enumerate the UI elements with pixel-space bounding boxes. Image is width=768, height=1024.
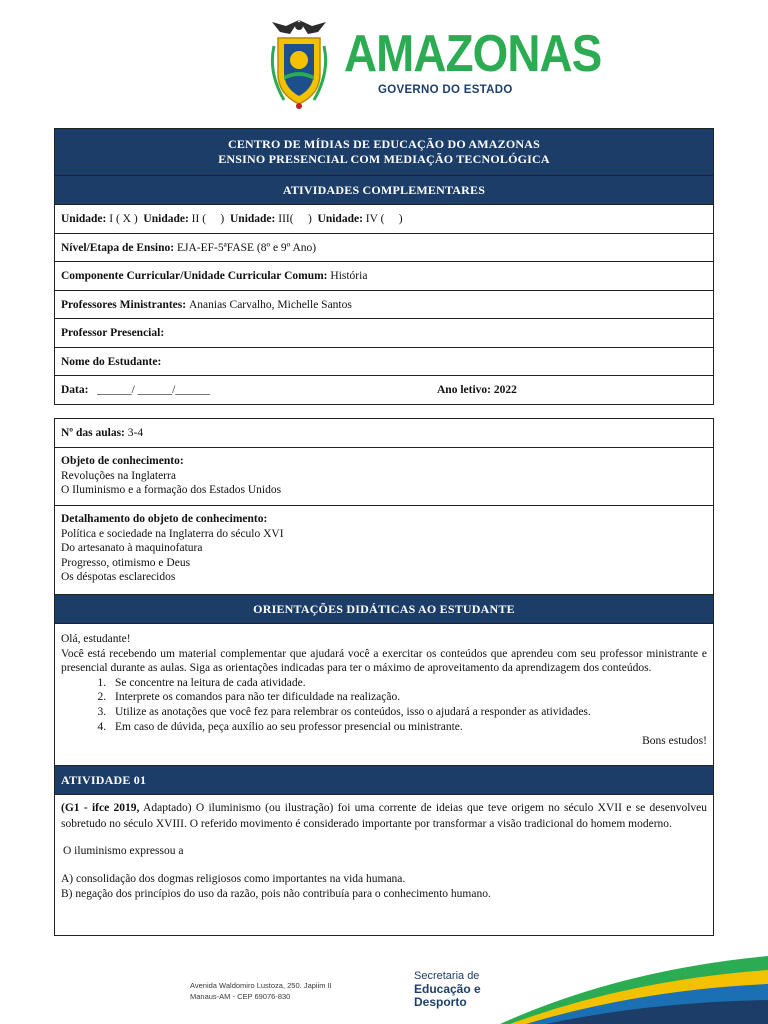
nivel-value: EJA-EF-5ªFASE (8º e 9º Ano) (176, 241, 317, 254)
data-field[interactable]: ______/ ______/______ (97, 384, 210, 396)
atividade-block (55, 795, 713, 935)
professores-label: Professores Ministrantes: (61, 298, 187, 311)
detalhamento-line: Progresso, otimismo e Deus (61, 556, 191, 569)
address-line-1: Avenida Waldomiro Lustoza, 250. Japiim II (190, 981, 332, 990)
amazonas-state-crest-icon (268, 16, 330, 110)
address-line-2: Manaus-AM - CEP 69076-830 (190, 992, 291, 1001)
units-row (55, 205, 713, 234)
atividade-statement-text: O iluminismo (ou ilustração) foi uma corrente de ideias que teve origem no século XVII e se desenvolveu sobretudo no século XVIII. O referido movimento é considerado importante por transformar a visão tradicional do homem moderno. (61, 802, 707, 830)
brand-name: AMAZONAS (344, 25, 602, 83)
section-header (55, 176, 713, 205)
data-row (55, 376, 713, 404)
detalhamento-block (55, 506, 713, 595)
orientacoes-list (61, 676, 707, 734)
atividade-header (55, 766, 713, 795)
section-title: ATIVIDADES COMPLEMENTARES (282, 182, 486, 197)
content-box (54, 418, 714, 936)
unit-4-label: Unidade: (317, 213, 363, 225)
ano-letivo-value: 2022 (493, 384, 517, 396)
detalhamento-line: Do artesanato à maquinofatura (61, 542, 203, 555)
aulas-value: 3-4 (127, 427, 144, 439)
componente-value: História (330, 270, 368, 282)
data-label: Data: (61, 384, 89, 396)
list-item: 3. Utilize as anotações que você fez para relembrar os conteúdos, isso o ajudará a responder as atividades. (109, 705, 707, 720)
list-item: 2. Interprete os comandos para não ter dificuldade na realização. (109, 690, 707, 705)
ano-letivo-label: Ano letivo: (437, 384, 491, 396)
unit-2-value[interactable]: II ( ) (191, 213, 225, 225)
componente-row (55, 262, 713, 291)
unit-1-value[interactable]: I ( X ) (109, 213, 138, 225)
secretaria-line-2: Educação e (414, 982, 481, 996)
secretaria-line-3: Desporto (414, 995, 467, 1009)
unit-4-value[interactable]: IV ( ) (365, 213, 403, 225)
detalhamento-line: Política e sociedade na Inglaterra do século XVI (61, 527, 284, 540)
objeto-line: Revoluções na Inglaterra (61, 469, 176, 482)
orientacoes-block (55, 624, 713, 766)
secretaria-line-1: Secretaria de (414, 970, 480, 982)
unit-1-label: Unidade: (61, 213, 107, 225)
atividade-title: ATIVIDADE 01 (61, 772, 147, 787)
identification-box (54, 128, 714, 405)
nivel-row (55, 234, 713, 262)
professores-value: Ananias Carvalho, Michelle Santos (188, 298, 352, 311)
unit-3-label: Unidade: (230, 213, 276, 225)
institution-line-1: CENTRO DE MÍDIAS DE EDUCAÇÃO DO AMAZONAS (227, 137, 541, 151)
header-logo-area (0, 0, 768, 118)
list-item: 4. Em caso de dúvida, peça auxílio ao seu professor presencial ou ministrante. (109, 720, 707, 735)
nome-estudante-label: Nome do Estudante: (61, 355, 162, 368)
orientacoes-paragraph: Você está recebendo um material complementar que ajudará você a exercitar os conteúdos que aprendeu com seu professor ministrante e presencial durante as aulas. Siga as orientações indicadas para ter o máximo de aproveitamento da aprendizagem dos conteúdos. (61, 647, 707, 675)
footer-waves-icon (500, 950, 768, 1024)
option-b[interactable]: B) negação dos princípios do uso da razão, pois não contribuía para o conhecimento humano. (61, 888, 491, 900)
orientacoes-header (55, 595, 713, 624)
componente-label: Componente Curricular/Unidade Curricular Comum: (61, 270, 328, 282)
atividade-statement (61, 801, 707, 832)
objeto-block (55, 448, 713, 506)
list-item: 1. Se concentre na leitura de cada atividade. (109, 676, 707, 691)
detalhamento-label: Detalhamento do objeto de conhecimento: (61, 513, 268, 525)
orientacoes-title: ORIENTAÇÕES DIDÁTICAS AO ESTUDANTE (253, 601, 515, 616)
brand-subtitle: GOVERNO DO ESTADO (378, 84, 513, 96)
atividade-question: O iluminismo expressou a (63, 845, 184, 857)
greeting: Olá, estudante! (61, 633, 131, 645)
institution-line-2: ENSINO PRESENCIAL COM MEDIAÇÃO TECNOLÓGICA (218, 152, 550, 166)
objeto-line: O Iluminismo e a formação dos Estados Unidos (61, 484, 282, 497)
nome-estudante-row[interactable] (55, 348, 713, 376)
aulas-label: Nº das aulas: (61, 427, 125, 439)
atividade-source: (G1 - ifce 2019, (61, 802, 140, 814)
objeto-label: Objeto de conhecimento: (61, 455, 184, 467)
unit-3-value[interactable]: III( ) (278, 213, 312, 225)
aulas-row (55, 419, 713, 448)
footer-address (190, 980, 332, 1002)
unit-2-label: Unidade: (143, 213, 189, 225)
option-a[interactable]: A) consolidação dos dogmas religiosos como importantes na vida humana. (61, 872, 406, 885)
professor-presencial-row[interactable] (55, 319, 713, 348)
nivel-label: Nível/Etapa de Ensino: (61, 241, 175, 254)
closing-text: Bons estudos! (642, 735, 707, 748)
professor-presencial-label: Professor Presencial: (61, 327, 165, 339)
institution-header (55, 129, 713, 176)
atividade-adapted: Adaptado) (143, 802, 192, 814)
detalhamento-line: Os déspotas esclarecidos (61, 571, 176, 584)
professores-row (55, 291, 713, 319)
secretaria-logo (414, 970, 481, 1009)
